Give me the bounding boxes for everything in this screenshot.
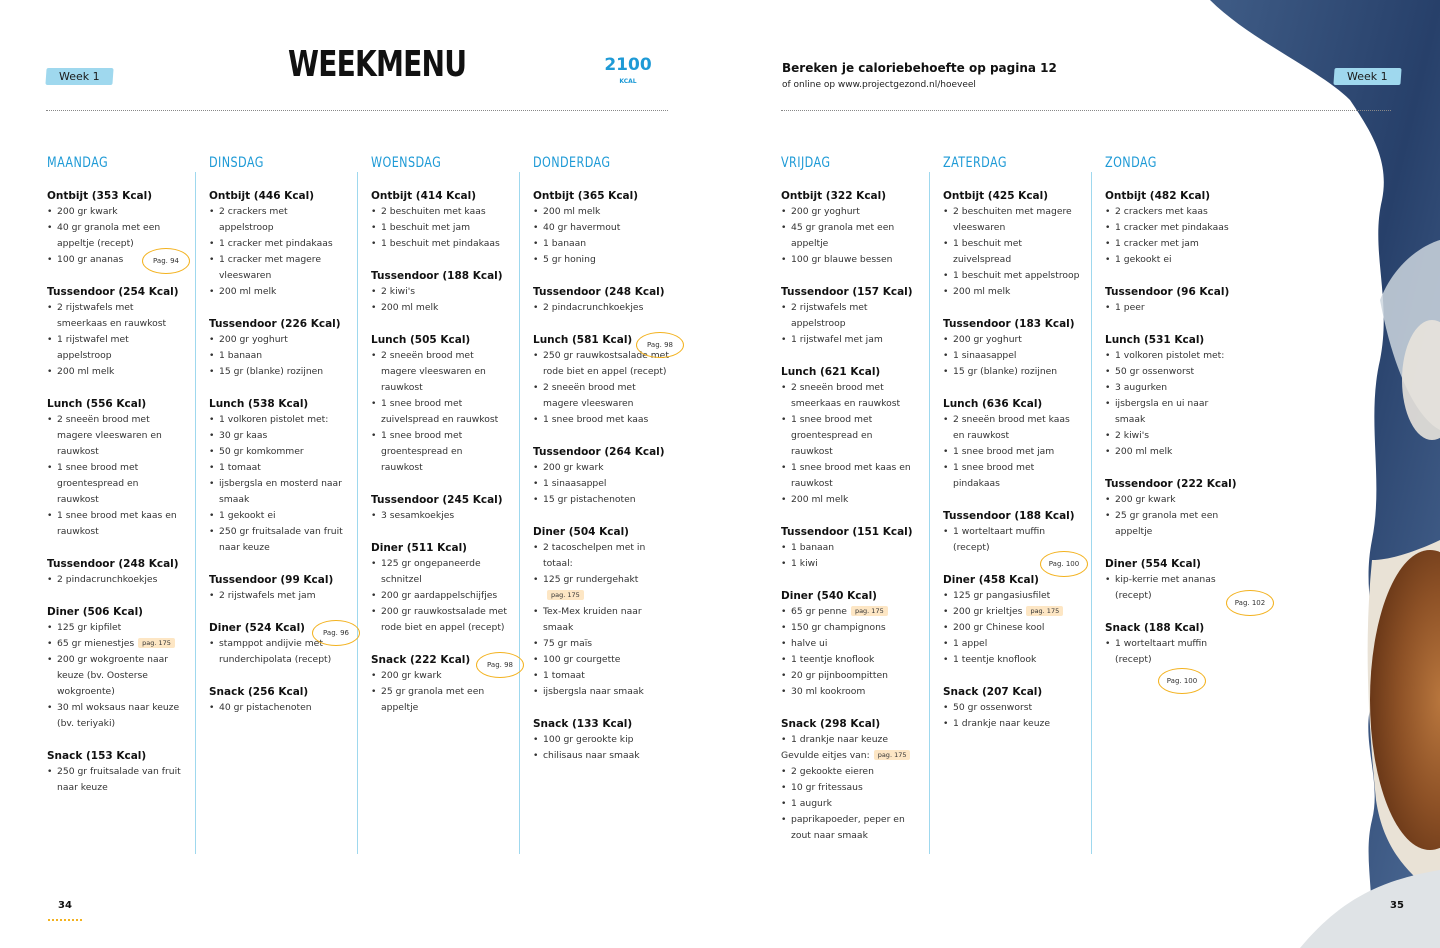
meal-item: • 1 banaan (209, 348, 351, 364)
meal-title: Lunch (636 Kcal) (943, 398, 1043, 410)
meal-title: Tussendoor (96 Kcal) (1105, 286, 1230, 298)
meal-item: • 1 augurk (781, 796, 923, 812)
meal-title: Tussendoor (254 Kcal) (47, 286, 179, 298)
meal-title: Diner (458 Kcal) (943, 574, 1039, 586)
meal-block (371, 188, 513, 252)
page-reference-badge: pag. 175 (1026, 606, 1063, 616)
meal-item: • 3 sesamkoekjes (371, 508, 513, 524)
meal-item: • 200 ml melk (47, 364, 189, 380)
meal-item: • 200 gr yoghurt (781, 204, 923, 220)
page-reference-badge: pag. 175 (874, 750, 911, 760)
meal-item: • chilisaus naar smaak (533, 748, 675, 764)
meal-item: • 200 gr Chinese kool (943, 620, 1085, 636)
meal-item: • 250 gr fruitsalade van fruit (209, 524, 351, 540)
meal-item: • 1 teentje knoflook (943, 652, 1085, 668)
meal-item: • 1 cracker met pindakaas (1105, 220, 1247, 236)
meal-item: • 1 volkoren pistolet met: (1105, 348, 1247, 364)
kcal-value: 2100 (604, 55, 652, 75)
meal-item: vleeswaren (219, 270, 272, 281)
meal-item: • 125 gr kipfilet (47, 620, 189, 636)
meal-item: wokgroente) (57, 686, 115, 697)
meal-block (47, 284, 189, 380)
meal-item: • 150 gr champignons (781, 620, 923, 636)
meal-item: • 2 sneeën brood met kaas (943, 412, 1085, 428)
meal-title: Snack (153 Kcal) (47, 750, 147, 762)
meal-item: • 200 gr rauwkostsalade met (371, 604, 513, 620)
circled-page-reference: Pag. 94 (142, 248, 190, 274)
meal-item: naar keuze (219, 542, 270, 553)
meal-title: Lunch (538 Kcal) (209, 398, 309, 410)
meal-item: • 1 rijstwafel met jam (781, 332, 923, 348)
meal-block (1105, 620, 1247, 668)
meal-title: Lunch (505 Kcal) (371, 334, 471, 346)
meal-item: • 1 worteltaart muffin (1105, 636, 1247, 652)
calorie-info-title: Bereken je caloriebehoefte op pagina 12 (782, 61, 1057, 75)
meal-title: Diner (504 Kcal) (533, 526, 629, 538)
meal-item: rauwkost (791, 478, 833, 489)
meal-item: • 2 sneeën brood met (47, 412, 189, 428)
meal-block (533, 284, 675, 316)
meal-item: • 2 sneeën brood met (781, 380, 923, 396)
meal-item: • 45 gr granola met een (781, 220, 923, 236)
meal-item: • 50 gr ossenworst (1105, 364, 1247, 380)
meal-item: magere vleeswaren (543, 398, 634, 409)
meal-item: • paprikapoeder, peper en (781, 812, 923, 828)
meal-item: • 30 gr kaas (209, 428, 351, 444)
meal-item: • 15 gr (blanke) rozijnen (209, 364, 351, 380)
meal-block (533, 716, 675, 764)
meal-title: Tussendoor (99 Kcal) (209, 574, 334, 586)
meal-item: • 200 ml melk (943, 284, 1085, 300)
meal-item: keuze (bv. Oosterse (57, 670, 148, 681)
circled-page-reference: Pag. 100 (1040, 551, 1088, 577)
meal-item: appelstroop (219, 222, 274, 233)
meal-item: • 2 rijstwafels met (47, 300, 189, 316)
meal-item: • 1 snee brood met (47, 460, 189, 476)
meal-item: • ijsbergsla naar smaak (533, 684, 675, 700)
meal-block (533, 188, 675, 268)
day-heading: VRIJDAG (781, 155, 831, 171)
meal-item: • 100 gr gerookte kip (533, 732, 675, 748)
meal-item: • 2 sneeën brood met (533, 380, 675, 396)
meal-block (1105, 556, 1247, 604)
meal-title: Snack (298 Kcal) (781, 718, 881, 730)
meal-title: Ontbijt (425 Kcal) (943, 190, 1049, 202)
meal-item: • 30 ml woksaus naar keuze (47, 700, 189, 716)
meal-item: • 1 tomaat (533, 668, 675, 684)
meal-item: • 1 appel (943, 636, 1085, 652)
meal-title: Ontbijt (353 Kcal) (47, 190, 153, 202)
meal-item: • 30 ml kookroom (781, 684, 923, 700)
meal-item: smeerkaas en rauwkost (791, 398, 901, 409)
meal-item: • 15 gr (blanke) rozijnen (943, 364, 1085, 380)
meal-block (371, 540, 513, 636)
meal-block (943, 396, 1085, 492)
meal-item: totaal: (543, 558, 573, 569)
meal-item: • 1 cracker met pindakaas (209, 236, 351, 252)
meal-item: • 1 volkoren pistolet met: (209, 412, 351, 428)
page-number-right: 35 (1390, 900, 1404, 911)
meal-item: zuivelspread en rauwkost (381, 414, 499, 425)
meal-item: rauwkost (381, 462, 423, 473)
meal-item: • halve ui (781, 636, 923, 652)
meal-block (371, 492, 513, 524)
day-heading: WOENSDAG (371, 155, 442, 171)
meal-block (943, 572, 1085, 668)
meal-item: • 2 beschuiten met kaas (371, 204, 513, 220)
meal-item: appeltje (791, 238, 829, 249)
meal-title: Ontbijt (414 Kcal) (371, 190, 477, 202)
meal-block (1105, 332, 1247, 460)
page-reference-badge: pag. 175 (851, 606, 888, 616)
meal-title: Tussendoor (248 Kcal) (533, 286, 665, 298)
meal-item: • 1 beschuit met (943, 236, 1085, 252)
meal-title: Snack (222 Kcal) (371, 654, 471, 666)
page-reference-badge: pag. 175 (547, 590, 584, 600)
meal-title: Tussendoor (188 Kcal) (371, 270, 503, 282)
day-heading: DONDERDAG (533, 155, 611, 171)
column-separator (519, 172, 520, 854)
meal-item: appelstroop (57, 350, 112, 361)
meal-item: • 1 beschuit met pindakaas (371, 236, 513, 252)
meal-item: • 1 snee brood met jam (943, 444, 1085, 460)
meal-item: • 1 beschuit met appelstroop (943, 268, 1085, 284)
day-column-woensdag (371, 150, 513, 716)
meal-block (943, 188, 1085, 300)
meal-block (781, 588, 923, 700)
meal-item: • 1 snee brood met (371, 396, 513, 412)
meal-item: • 250 gr fruitsalade van fruit (47, 764, 189, 780)
meal-item: naar keuze (57, 782, 108, 793)
meal-item: • 1 snee brood met (781, 412, 923, 428)
meal-item: • 200 gr kwark (47, 204, 189, 220)
meal-item: • 50 gr komkommer (209, 444, 351, 460)
meal-title: Tussendoor (226 Kcal) (209, 318, 341, 330)
meal-title: Lunch (581 Kcal) (533, 334, 633, 346)
meal-item: • 2 pindacrunchkoekjes (533, 300, 675, 316)
meal-block (209, 684, 351, 716)
meal-item: (recept) (1115, 654, 1152, 665)
meal-item: groentespread en (791, 430, 873, 441)
meal-item: appeltje (recept) (57, 238, 134, 249)
meal-block (1105, 476, 1247, 540)
meal-item: • 125 gr rundergehaktpag. 175 (533, 572, 675, 604)
meal-item: schnitzel (381, 574, 422, 585)
meal-item: • 1 banaan (533, 236, 675, 252)
page-reference-badge: pag. 175 (138, 638, 175, 648)
column-separator (1091, 172, 1092, 854)
meal-title: Diner (540 Kcal) (781, 590, 877, 602)
meal-block (943, 684, 1085, 732)
meal-block (209, 316, 351, 380)
meal-block (943, 508, 1085, 556)
meal-title: Tussendoor (245 Kcal) (371, 494, 503, 506)
meal-item: runderchipolata (recept) (219, 654, 332, 665)
meal-item: • 1 gekookt ei (1105, 252, 1247, 268)
meal-title: Diner (524 Kcal) (209, 622, 305, 634)
meal-item: smaak (219, 494, 250, 505)
circled-page-reference: Pag. 98 (636, 332, 684, 358)
meal-item: • 2 pindacrunchkoekjes (47, 572, 189, 588)
meal-item: • Tex-Mex kruiden naar (533, 604, 675, 620)
day-column-vrijdag (781, 150, 923, 844)
meal-block (1105, 188, 1247, 268)
meal-item: • 1 snee brood met kaas en (47, 508, 189, 524)
meal-item: • 1 rijstwafel met (47, 332, 189, 348)
page-number-dots (48, 919, 82, 921)
meal-block (47, 748, 189, 796)
meal-item: • 40 gr havermout (533, 220, 675, 236)
meal-item: • 1 drankje naar keuze (943, 716, 1085, 732)
meal-title: Tussendoor (264 Kcal) (533, 446, 665, 458)
meal-item: • 200 ml melk (1105, 444, 1247, 460)
meal-title: Snack (188 Kcal) (1105, 622, 1205, 634)
meal-item: (recept) (1115, 590, 1152, 601)
meal-title: Lunch (621 Kcal) (781, 366, 881, 378)
meal-item: • 2 gekookte eieren (781, 764, 923, 780)
meal-item: • 2 sneeën brood met (371, 348, 513, 364)
meal-block (533, 444, 675, 508)
column-separator (357, 172, 358, 854)
meal-block (533, 524, 675, 700)
meal-item: pindakaas (953, 478, 1000, 489)
meal-title: Lunch (556 Kcal) (47, 398, 147, 410)
meal-item: • 250 gr rauwkostsalade met (533, 348, 675, 364)
meal-item: • 100 gr courgette (533, 652, 675, 668)
meal-title: Tussendoor (157 Kcal) (781, 286, 913, 298)
day-heading: MAANDAG (47, 155, 109, 171)
divider-left (46, 110, 668, 111)
meal-item: • 100 gr blauwe bessen (781, 252, 923, 268)
meal-title: Lunch (531 Kcal) (1105, 334, 1205, 346)
meal-item: • 40 gr granola met een (47, 220, 189, 236)
day-column-maandag (47, 150, 189, 796)
meal-title: Diner (506 Kcal) (47, 606, 143, 618)
meal-block (371, 332, 513, 476)
meal-title: Snack (256 Kcal) (209, 686, 309, 698)
day-heading: ZATERDAG (943, 155, 1007, 171)
meal-item: • 200 gr kwark (1105, 492, 1247, 508)
meal-item: • 200 gr wokgroente naar (47, 652, 189, 668)
day-column-donderdag (533, 150, 675, 764)
meal-item: • 200 gr yoghurt (943, 332, 1085, 348)
meal-item: • 2 kiwi's (1105, 428, 1247, 444)
meal-item: • 200 ml melk (371, 300, 513, 316)
meal-block (209, 188, 351, 300)
meal-item: • 1 snee brood met (943, 460, 1085, 476)
meal-item: smaak (543, 622, 574, 633)
meal-item: • 200 ml melk (533, 204, 675, 220)
meal-item: • 1 tomaat (209, 460, 351, 476)
meal-item: rauwkost (791, 446, 833, 457)
meal-item: • 20 gr pijnboompitten (781, 668, 923, 684)
calorie-info-subtitle: of online op www.projectgezond.nl/hoeveel (782, 80, 976, 90)
meal-block (781, 524, 923, 572)
meal-title: Diner (511 Kcal) (371, 542, 467, 554)
meal-item: • 50 gr ossenworst (943, 700, 1085, 716)
meal-title: Snack (133 Kcal) (533, 718, 633, 730)
column-separator (929, 172, 930, 854)
day-heading: DINSDAG (209, 155, 264, 171)
meal-block (1105, 284, 1247, 316)
meal-title: Ontbijt (482 Kcal) (1105, 190, 1211, 202)
circled-page-reference: Pag. 96 (312, 620, 360, 646)
meal-item: smeerkaas en rauwkost (57, 318, 167, 329)
meal-item: • 2 beschuiten met magere (943, 204, 1085, 220)
meal-item: smaak (1115, 414, 1146, 425)
meal-title: Tussendoor (248 Kcal) (47, 558, 179, 570)
meal-title: Ontbijt (322 Kcal) (781, 190, 887, 202)
meal-title: Ontbijt (365 Kcal) (533, 190, 639, 202)
circled-page-reference: Pag. 100 (1158, 668, 1206, 694)
page-number-left: 34 (58, 900, 72, 911)
meal-block (781, 284, 923, 348)
meal-item: • 65 gr penne pag. 175 (781, 604, 923, 620)
meal-item: • 1 peer (1105, 300, 1247, 316)
meal-block (943, 316, 1085, 380)
meal-item: (recept) (953, 542, 990, 553)
day-heading: ZONDAG (1105, 155, 1157, 171)
meal-item: Gevulde eitjes van: pag. 175 (781, 748, 923, 764)
meal-item: • 1 beschuit met jam (371, 220, 513, 236)
meal-item: • 1 snee brood met kaas (533, 412, 675, 428)
meal-item: rauwkost (57, 526, 99, 537)
meal-block (781, 364, 923, 508)
meal-item: vleeswaren (953, 222, 1006, 233)
meal-item: magere vleeswaren en (381, 366, 486, 377)
meal-item: • 15 gr pistachenoten (533, 492, 675, 508)
meal-item: magere vleeswaren en (57, 430, 162, 441)
meal-item: rauwkost (57, 494, 99, 505)
meal-item: • 40 gr pistachenoten (209, 700, 351, 716)
meal-item: appeltje (1115, 526, 1153, 537)
column-separator (195, 172, 196, 854)
meal-item: • 25 gr granola met een (1105, 508, 1247, 524)
meal-item: groentespread en (57, 478, 139, 489)
meal-title: Tussendoor (188 Kcal) (943, 510, 1075, 522)
meal-item: en rauwkost (953, 430, 1010, 441)
meal-item: • 1 worteltaart muffin (943, 524, 1085, 540)
circled-page-reference: Pag. 102 (1226, 590, 1274, 616)
meal-item: • 200 gr kwark (533, 460, 675, 476)
week-tag-left: Week 1 (45, 68, 113, 85)
meal-block (209, 572, 351, 604)
divider-right (781, 110, 1391, 111)
meal-block (781, 188, 923, 268)
meal-item: • 10 gr fritessaus (781, 780, 923, 796)
meal-item: • 200 gr aardappelschijfjes (371, 588, 513, 604)
meal-item: • 2 rijstwafels met (781, 300, 923, 316)
kcal-unit: KCAL (619, 78, 637, 85)
meal-item: • 125 gr pangasiusfilet (943, 588, 1085, 604)
meal-item: • 2 tacoschelpen met in (533, 540, 675, 556)
meal-block (47, 396, 189, 540)
meal-item: • 200 ml melk (209, 284, 351, 300)
meal-item: • 1 sinaasappel (533, 476, 675, 492)
meal-item: • 200 gr kwark (371, 668, 513, 684)
meal-title: Tussendoor (183 Kcal) (943, 318, 1075, 330)
meal-item: • 3 augurken (1105, 380, 1247, 396)
meal-item: • 1 banaan (781, 540, 923, 556)
meal-item: zout naar smaak (791, 830, 868, 841)
circled-page-reference: Pag. 98 (476, 652, 524, 678)
meal-item: appeltje (381, 702, 419, 713)
meal-title: Tussendoor (222 Kcal) (1105, 478, 1237, 490)
day-column-zaterdag (943, 150, 1085, 732)
meal-item: zuivelspread (953, 254, 1012, 265)
meal-item: • 1 kiwi (781, 556, 923, 572)
meal-item: • 1 snee brood met kaas en (781, 460, 923, 476)
meal-item: • 2 kiwi's (371, 284, 513, 300)
meal-item: • 125 gr ongepaneerde (371, 556, 513, 572)
meal-item: • 1 sinaasappel (943, 348, 1085, 364)
meal-item: (bv. teriyaki) (57, 718, 116, 729)
meal-block (781, 716, 923, 844)
meal-title: Tussendoor (151 Kcal) (781, 526, 913, 538)
meal-item: rauwkost (57, 446, 99, 457)
meal-item: • 2 crackers met (209, 204, 351, 220)
meal-item: • stamppot andijvie met (209, 636, 351, 652)
meal-item: • 1 snee brood met (371, 428, 513, 444)
meal-item: • ijsbergsla en mosterd naar (209, 476, 351, 492)
meal-item: • kip-kerrie met ananas (1105, 572, 1247, 588)
meal-item: • 65 gr mienestjes pag. 175 (47, 636, 189, 652)
meal-item: • 100 gr ananas (47, 252, 189, 268)
meal-title: Snack (207 Kcal) (943, 686, 1043, 698)
meal-item: • 1 drankje naar keuze (781, 732, 923, 748)
meal-item: • 2 rijstwafels met jam (209, 588, 351, 604)
meal-item: • 75 gr maïs (533, 636, 675, 652)
meal-title: Ontbijt (446 Kcal) (209, 190, 315, 202)
day-column-zondag (1105, 150, 1247, 668)
meal-block (47, 604, 189, 732)
meal-title: Diner (554 Kcal) (1105, 558, 1201, 570)
meal-item: groentespread en (381, 446, 463, 457)
meal-item: rauwkost (381, 382, 423, 393)
meal-item: • 200 gr krieltjes pag. 175 (943, 604, 1085, 620)
meal-item: • 1 cracker met magere (209, 252, 351, 268)
meal-item: • 5 gr honing (533, 252, 675, 268)
meal-block (371, 268, 513, 316)
meal-item: rode biet en appel (recept) (543, 366, 667, 377)
meal-item: • 200 gr yoghurt (209, 332, 351, 348)
meal-item: • 1 cracker met jam (1105, 236, 1247, 252)
page-title: WEEKMENU (288, 44, 467, 85)
meal-item: • 1 gekookt ei (209, 508, 351, 524)
meal-item: rode biet en appel (recept) (381, 622, 505, 633)
meal-block (47, 556, 189, 588)
meal-item: appelstroop (791, 318, 846, 329)
meal-item: • 200 ml melk (781, 492, 923, 508)
meal-block (209, 396, 351, 556)
meal-item: • 1 teentje knoflook (781, 652, 923, 668)
meal-item: • 25 gr granola met een (371, 684, 513, 700)
meal-item: • ijsbergsla en ui naar (1105, 396, 1247, 412)
week-tag-right: Week 1 (1333, 68, 1401, 85)
meal-item: • 2 crackers met kaas (1105, 204, 1247, 220)
